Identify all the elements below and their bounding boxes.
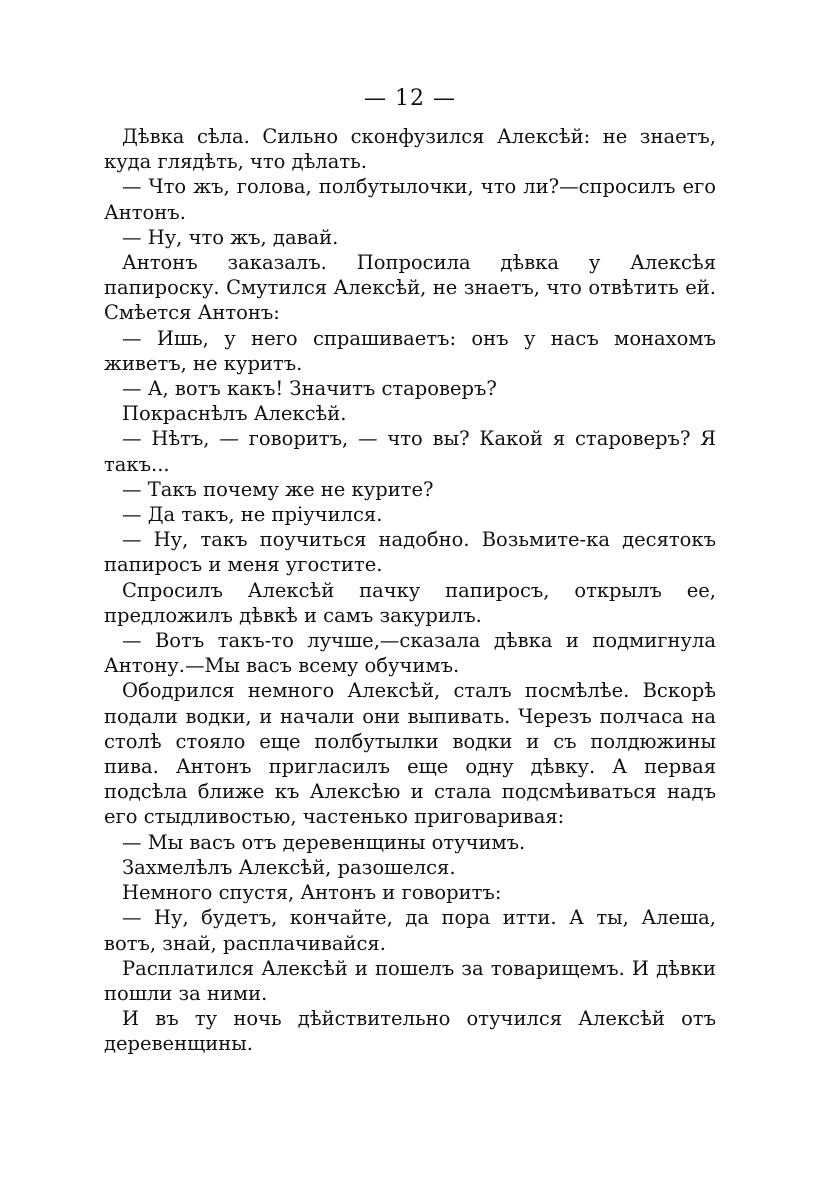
- paragraph: — Ну, будетъ, кончайте, да пора итти. А ты, Алеша, вотъ, знай, расплачивайся.: [104, 906, 716, 955]
- paragraph: Расплатился Алексѣй и пошелъ за товарищемъ. И дѣвки пошли за ними.: [104, 956, 716, 1005]
- paragraph: — Да такъ, не пріучился.: [122, 503, 383, 527]
- paragraph: Дѣвка сѣла. Сильно сконфузился Алексѣй: не знаетъ, куда глядѣть, что дѣлать.: [104, 125, 716, 174]
- paragraph: — Мы васъ отъ деревенщины отучимъ.: [122, 830, 526, 854]
- paragraph: Немного спустя, Антонъ и говоритъ:: [122, 881, 502, 905]
- paragraph: Захмелѣлъ Алексѣй, разошелся.: [122, 855, 456, 879]
- paragraph: — Вотъ такъ-то лучше,—сказала дѣвка и подмигнула Антону.—Мы васъ всему обучимъ.: [104, 629, 716, 678]
- paragraph: Покраснѣлъ Алексѣй.: [122, 402, 347, 426]
- paragraph: — Ну, такъ поучиться надобно. Возьмите-ка десятокъ папиросъ и меня угостите.: [104, 528, 716, 577]
- paragraph: Спросилъ Алексѣй пачку папиросъ, открылъ ее, предложилъ дѣвкѣ и самъ закурилъ.: [104, 578, 716, 627]
- paragraph: — Ишь, у него спрашиваетъ: онъ у насъ монахомъ живетъ, не куритъ.: [104, 326, 716, 375]
- paragraph: — Такъ почему же не курите?: [122, 477, 434, 501]
- paragraph: — Ну, что жъ, давай.: [122, 225, 339, 249]
- paragraph: — Что жъ, голова, полбутылочки, что ли?—спросилъ его Антонъ.: [104, 175, 716, 224]
- paragraph: Ободрился немного Алексѣй, сталъ посмѣлѣе. Вскорѣ подали водки, и начали они выпивать. Черезъ полчаса на столѣ стояло еще полбутылки водки и съ полдюжины пива. Антонъ пригласилъ еще одну дѣвку. А первая подсѣла ближе къ Алексѣю и стала подсмѣиваться надъ его стыдливостью, частенько приговаривая:: [104, 679, 716, 829]
- paragraph: — А, вотъ какъ! Значитъ староверъ?: [122, 377, 497, 401]
- paragraph: Антонъ заказалъ. Попросила дѣвка у Алексѣя папироску. Смутился Алексѣй, не знаетъ, что отвѣтить ей. Смѣется Антонъ:: [104, 251, 716, 325]
- paragraph: И въ ту ночь дѣйствительно отучился Алексѣй отъ деревенщины.: [104, 1007, 716, 1056]
- paragraph: — Нѣтъ, — говоритъ, — что вы? Какой я староверъ? Я такъ...: [104, 427, 716, 476]
- page-number: — 12 —: [364, 86, 456, 111]
- book-page: [104, 84, 716, 1057]
- page-text: [104, 124, 716, 1057]
